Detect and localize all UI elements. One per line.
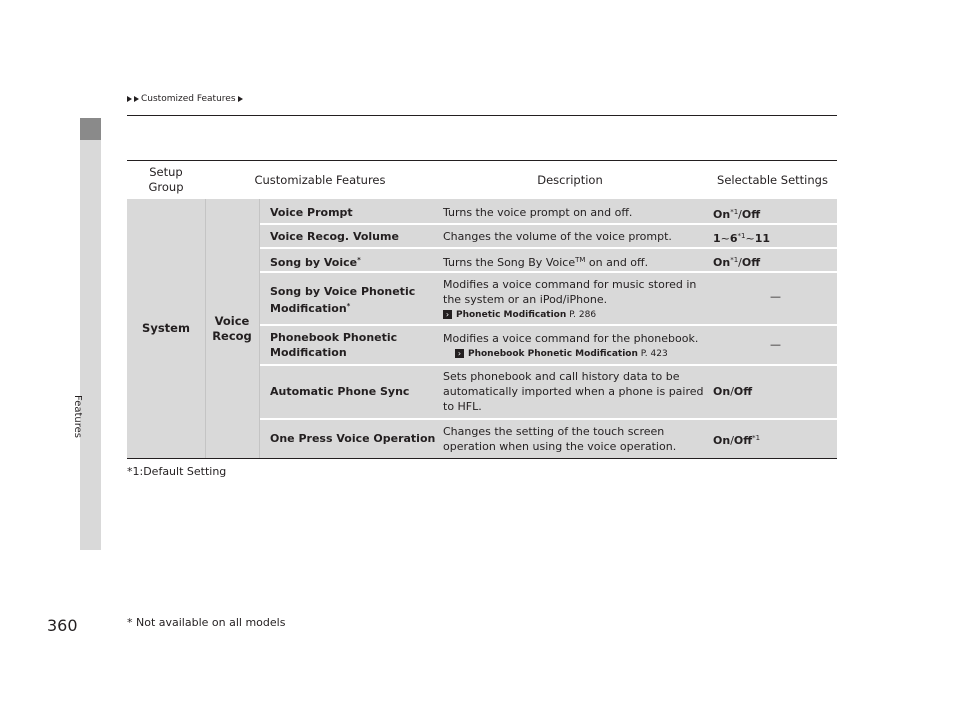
feature-song-by-voice-phonetic: Song by Voice Phonetic Modification* [270, 285, 416, 315]
row-divider [260, 324, 837, 326]
feature-phonebook-phonetic: Phonebook Phonetic Modification [270, 331, 398, 359]
row-divider [260, 418, 837, 420]
feature-one-press-voice-operation: One Press Voice Operation [270, 432, 436, 445]
section-sidebar [80, 140, 101, 550]
breadcrumb-arrow-icon [238, 96, 243, 102]
row-divider [260, 247, 837, 249]
reference-arrow-icon: › [455, 349, 464, 358]
breadcrumb-arrow-icon [127, 96, 132, 102]
description: Changes the volume of the voice prompt. [443, 230, 672, 243]
section-tab [80, 118, 101, 140]
header-description: Description [537, 173, 603, 187]
breadcrumb-arrow-icon [134, 96, 139, 102]
row-divider [260, 271, 837, 273]
side-label: Features [72, 395, 83, 438]
header-setup-group: Setup Group [148, 165, 184, 194]
breadcrumb-section: Customized Features [141, 94, 236, 104]
page-number: 360 [47, 616, 78, 635]
default-setting-footnote: *1:Default Setting [127, 465, 227, 478]
feature-voice-prompt: Voice Prompt [270, 206, 353, 219]
setting: On/Off$^{*1}$ [713, 434, 761, 447]
setting: On/Off [713, 385, 753, 398]
setting: On$^{*1}$/Off [713, 256, 761, 269]
description: Modifies a voice command for music stored in the system or an iPod/iPhone. › Phonetic Modification P. 286 [443, 277, 696, 323]
header-features: Customizable Features [254, 173, 386, 187]
setting: 1~6$^{*1}$~11 [713, 232, 771, 245]
header-settings: Selectable Settings [717, 173, 828, 187]
feature-song-by-voice: Song by Voice* [270, 256, 361, 269]
row-divider [260, 364, 837, 366]
table-header-rule [127, 160, 837, 161]
feature-voice-recog-volume: Voice Recog. Volume [270, 230, 399, 243]
setting: On$^{*1}$/Off [713, 208, 761, 221]
description: Turns the Song By Voice™ on and off. [443, 256, 649, 269]
subgroup-voice-recog: Voice Recog [212, 314, 252, 343]
setting: — [770, 338, 781, 351]
description: Modifies a voice command for the phonebook. › Phonebook Phonetic Modification P. 423 [443, 331, 698, 362]
description: Turns the voice prompt on and off. [443, 206, 633, 219]
row-divider [260, 223, 837, 225]
table-bottom-rule [127, 458, 837, 459]
setting: — [770, 290, 781, 303]
description: Sets phonebook and call history data to be automatically imported when a phone is paired to HFL. [443, 370, 704, 413]
description: Changes the setting of the touch screen operation when using the voice operation. [443, 425, 677, 453]
reference-arrow-icon: › [443, 310, 452, 319]
cross-reference-link[interactable]: › Phonetic Modification P. 286 [443, 308, 696, 323]
group-system: System [142, 321, 190, 335]
cross-reference-link[interactable]: › Phonebook Phonetic Modification P. 423 [455, 347, 698, 362]
feature-automatic-phone-sync: Automatic Phone Sync [270, 385, 410, 398]
availability-note: * Not available on all models [127, 616, 286, 629]
breadcrumb [127, 94, 243, 104]
header-rule [127, 115, 837, 116]
